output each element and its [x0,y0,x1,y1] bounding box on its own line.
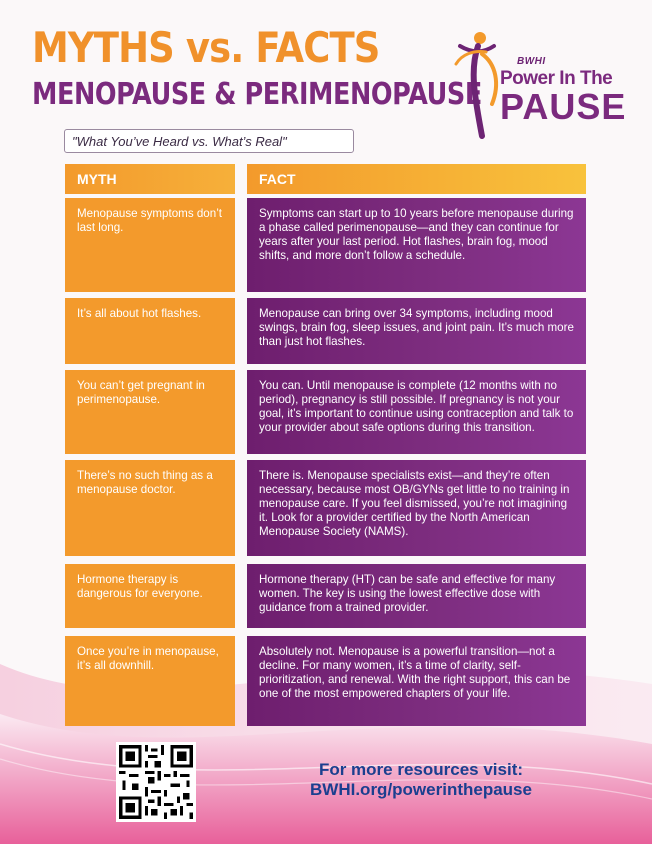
myth-cell: It’s all about hot flashes. [65,298,235,364]
footer-resources [296,760,546,800]
fact-cell: Symptoms can start up to 10 years before menopause during a phase called perimenopause—and they can continue for years after your last period. Hot flashes, brain fog, mood shifts, and more don’t follow a schedule. [247,198,586,292]
myth-cell: Hormone therapy is dangerous for everyone. [65,564,235,628]
fact-column-header: FACT [247,164,586,194]
fact-cell: There is. Menopause specialists exist—and they’re often necessary, because most OB/GYNs get little to no training in menopause care. If you feel dismissed, you’re not imagining it. Look for a provider certified by the North American Menopause Society (NAMS). [247,460,586,556]
myth-cell: Once you’re in menopause, it’s all downhill. [65,636,235,726]
myth-column-header: MYTH [65,164,235,194]
myth-cell: There’s no such thing as a menopause doctor. [65,460,235,556]
footer-line1: For more resources visit: [318,760,524,779]
title-myths-vs-facts: MYTHS vs. FACTS [32,23,380,72]
myth-cell: You can’t get pregnant in perimenopause. [65,370,235,454]
fact-cell: Hormone therapy (HT) can be safe and effective for many women. The key is using the lowest effective dose with guidance from a trained provider. [247,564,586,628]
qr-code-icon[interactable] [116,742,196,822]
logo-line1: Power In The [500,68,613,89]
myth-cell: Menopause symptoms don’t last long. [65,198,235,292]
fact-cell: You can. Until menopause is complete (12 months with no period), pregnancy is still possible. If pregnancy is not your goal, it’s important to continue using contraception and talk to your provider about safe options during this transition. [247,370,586,454]
fact-cell: Absolutely not. Menopause is a powerful transition—not a decline. For many women, it’s a time of clarity, self-prioritization, and renewal. With the right support, this can be one of the most empowered chapters of your life. [247,636,586,726]
title-menopause: MENOPAUSE & PERIMENOPAUSE [32,77,482,112]
logo-line2: PAUSE [500,86,627,127]
logo-brand: BWHI [517,56,546,67]
logo [452,24,632,139]
footer-link[interactable]: BWHI.org/powerinthepause [310,780,532,799]
fact-cell: Menopause can bring over 34 symptoms, including mood swings, brain fog, sleep issues, and joint pain. It’s much more than just hot flashes. [247,298,586,364]
subtitle: "What You’ve Heard vs. What’s Real" [64,129,354,153]
